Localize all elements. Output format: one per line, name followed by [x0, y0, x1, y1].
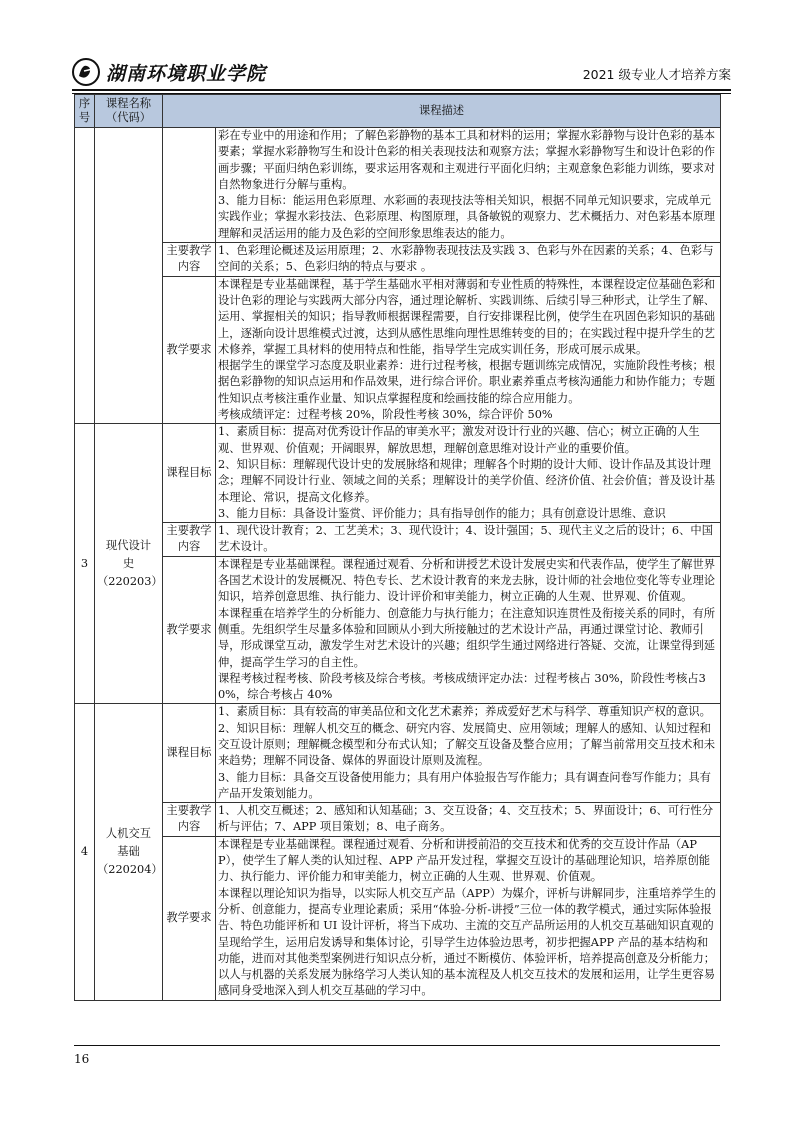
requirement-paragraph: 本课程以理论知识为指导，以实际人机交互产品（APP）为媒介，评析与讲解同步，注重培养学生的分析、创意能力，提高专业理论素质；采用“体验-分析-讲授”三位一体的教学模式，通过实际体验报告、特色功能评析和 UI 设计评析，将当下成功、主流的交互产品所运用的人机交互基础知识直观的呈现给学生，运用启发诱导和集体讨论，引导学生边体验边思考，初步把握APP 产品的基本结构和功能，进而对其他类型案例进行知识点分析，通过不断模仿、体验评析，培养提高创意及分析能力；以人与机器的关系发展为脉络学习人类认知的基本流程及人机交互技术的发展和运用，让学生更容易感同身受地深入到人机交互基础的学习中。: [218, 886, 716, 998]
requirement-description-cell: [216, 276, 721, 424]
footer-rule: [74, 1045, 720, 1046]
school-logo-icon: [72, 58, 100, 86]
goal-paragraph: 3、能力目标：具备交互设备使用能力；具有用户体验报告写作能力；具有调查问卷写作能力；具有产品开发策划能力。: [218, 770, 711, 800]
goal-paragraph: 1、素质目标：具有较高的审美品位和文化艺术素养；养成爱好艺术与科学、尊重知识产权的意识。: [218, 705, 711, 719]
number-cell: [75, 128, 95, 424]
requirement-label: 教学要求: [163, 836, 216, 1000]
table-row: [75, 803, 721, 837]
requirement-paragraph: 本课程是专业基础课程，基于学生基础水平相对薄弱和专业性质的特殊性，本课程设定位基础色彩和设计色彩的理论与实践两大部分内容，通过理论解析、实践训练、后续引导三种形式，让学生了解、运用、掌握相关的知识；指导教师根据课程需要，自行安排课程比例，使学生在巩固色彩知识的基础上，逐渐向设计思维模式过渡，达到从感性思维向理性思维转变的目的；在实践过程中提升学生的艺术修养，掌握工具材料的使用特点和性能，指导学生完成实训任务，形成可展示成果。: [218, 277, 716, 356]
requirement-description-cell: [216, 556, 721, 704]
requirement-paragraph: 根据学生的课堂学习态度及职业素养：进行过程考核，根据专题训练完成情况，实施阶段性考核；根据色彩静物的知识点运用和作品效果，进行综合评价。职业素养重点考核沟通能力和协作能力；专题性知识点考核注重作业量、知识点掌握程度和绘画技能的综合应用能力。: [218, 359, 716, 405]
content-label: 主要教学内容: [163, 243, 216, 277]
course-number: 3: [75, 424, 95, 704]
requirement-label: 教学要求: [163, 276, 216, 424]
course-number: 4: [75, 704, 95, 1000]
course-code: （220203）: [97, 574, 163, 588]
goal-description-cell: [216, 704, 721, 803]
plan-title: 2021 级专业人才培养方案: [582, 67, 731, 82]
goal-paragraph: 3、能力目标：能运用色彩原理、水彩画的表现技法等相关知识，根据不同单元知识要求，完成单元实践作业；掌握水彩技法、色彩原理、构图原理，具备敏锐的观察力、艺术概括力、对色彩基本原理理解和灵活运用的能力及色彩的空间形象思维表达的能力。: [218, 194, 716, 240]
table-row: [75, 424, 721, 523]
goal-paragraph: 3、能力目标：具备设计鉴赏、评价能力；具有指导创作的能力；具有创意设计思维、意识: [218, 506, 666, 520]
course-name-cell: [95, 704, 163, 1000]
table-header-row: [75, 95, 721, 128]
requirement-paragraph: 本课程是专业基础课程。课程通过观看、分析和讲授前沿的交互技术和优秀的交互设计作品（APP），使学生了解人类的认知过程、APP 产品开发过程，掌握交互设计的基础理论知识，培养原创能力、执行能力、评价能力和审美能力，树立正确的人生观、世界观、价值观。: [218, 837, 711, 884]
course-table: [74, 94, 721, 1001]
page-number: 16: [74, 1052, 90, 1066]
goal-paragraph: 彩在专业中的用途和作用；了解色彩静物的基本工具和材料的运用；掌握水彩静物与设计色彩的基本要素；掌握水彩静物写生和设计色彩的相关表现技法和观察方法；掌握水彩静物写生和设计色彩的作画步骤；平面归纳色彩训练，要求运用客观和主观进行平面化归纳；主观意象色彩能力训练，要求对自然物象进行分解与重构。: [218, 129, 716, 191]
col-header-description: 课程描述: [163, 95, 721, 128]
table-row: [75, 276, 721, 424]
table-row: [75, 704, 721, 803]
course-name-cell: [95, 424, 163, 704]
school-name: 湖南环境职业学院: [106, 63, 267, 85]
col-header-number: 序号: [75, 95, 95, 128]
course-name: 人机交互基础: [105, 827, 152, 859]
goal-description-cell: [216, 424, 721, 523]
goal-paragraph: 1、素质目标：提高对优秀设计作品的审美水平；激发对设计行业的兴趣、信心；树立正确的人生观、世界观、价值观；开阔眼界，解放思想，理解创意思维对设计产业的重要价值。: [218, 425, 700, 455]
requirement-description-cell: [216, 836, 721, 1000]
goal-label-cell: [163, 128, 216, 243]
goal-paragraph: 2、知识目标：理解人机交互的概念、研究内容、发展简史、应用领域；理解人的感知、认知过程和交互设计原则；理解概念模型和分布式认知；了解交互设备及整合应用；了解当前常用交互技术和未来趋势；理解不同设备、媒体的界面设计原则及流程。: [218, 721, 716, 768]
col-header-course-name: 课程名称（代码）: [95, 95, 163, 128]
goal-label: 课程目标: [163, 704, 216, 803]
goal-paragraph: 2、知识目标：理解现代设计史的发展脉络和规律；理解各个时期的设计大师、设计作品及其设计理念；理解不同设计行业、领域之间的关系；理解设计的美学价值、经济价值、社会价值；普及设计基本理论、常识，提高文化修养。: [218, 457, 716, 504]
content-description: 1、现代设计教育；2、工艺美术；3、现代设计；4、设计强国；5、现代主义之后的设计；6、中国艺术设计。: [216, 523, 721, 557]
table-row: [75, 556, 721, 704]
content-label: 主要教学内容: [163, 523, 216, 557]
table-row: [75, 836, 721, 1000]
page-header: [72, 56, 731, 90]
content-label: 主要教学内容: [163, 803, 216, 837]
goal-label: 课程目标: [163, 424, 216, 523]
requirement-paragraph: 课程考核过程考核、阶段考核及综合考核。考核成绩评定办法：过程考核占 30%，阶段性考核占30%，综合考核占 40%: [218, 671, 706, 702]
table-row: [75, 523, 721, 557]
course-name-cell: [95, 128, 163, 424]
requirement-label: 教学要求: [163, 556, 216, 704]
table-row: [75, 243, 721, 277]
requirement-paragraph: 本课程是专业基础课程。课程通过观看、分析和讲授艺术设计发展史实和代表作品，使学生了解世界各国艺术设计的发展概况、特色专长、艺术设计教育的来龙去脉，设计师的社会地位变化等专业理论知识，培养创意思维、执行能力、设计评价和审美能力，树立正确的人生观、世界观、价值观。: [218, 557, 716, 604]
course-name: 现代设计史: [105, 538, 152, 570]
header-rule-thick: [72, 89, 731, 91]
content-description: 1、人机交互概述；2、感知和认知基础；3、交互设备；4、交互技术；5、界面设计；6、可行性分析与评估；7、APP 项目策划；8、电子商务。: [216, 803, 721, 837]
table-row: [75, 128, 721, 243]
content-description: 1、色彩理论概述及运用原理；2、水彩静物表现技法及实践 3、色彩与外在因素的关系；4、色彩与空间的关系；5、色彩归纳的特点与要求 。: [216, 243, 721, 277]
goal-description-cell: [216, 128, 721, 243]
requirement-paragraph: 考核成绩评定：过程考核 20%，阶段性考核 30%，综合评价 50%: [218, 408, 553, 422]
course-code: （220204）: [97, 863, 163, 877]
requirement-paragraph: 本课程重在培养学生的分析能力、创意能力与执行能力；在注意知识连贯性及衔接关系的同时，有所侧重。先组织学生尽量多体验和回顾从小到大所接触过的艺术设计产品，再通过课堂讨论、教师引导，形成课堂互动，激发学生对艺术设计的兴趣；组织学生通过网络进行答疑、交流，让课堂得到延伸，提高学生学习的自主性。: [218, 606, 716, 669]
